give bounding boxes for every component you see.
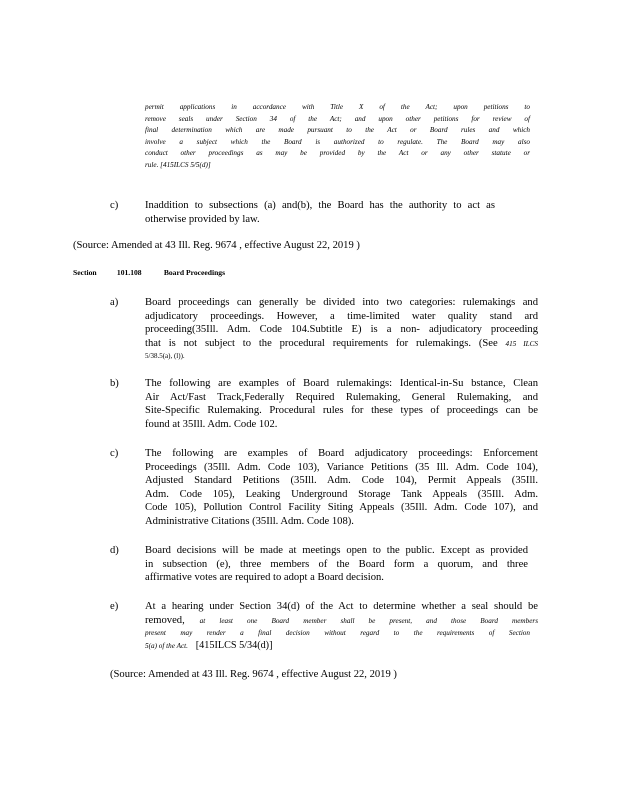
item-label: b) <box>110 378 119 389</box>
item-c-top-text <box>145 199 495 226</box>
item-label: c) <box>110 448 119 459</box>
paragraph-line <box>145 337 538 352</box>
source-note: (Source: Amended at 43 Ill. Reg. 9674 , effective August 22, 2019 ) <box>73 240 360 251</box>
intro-block <box>145 102 530 172</box>
section-heading <box>73 268 225 277</box>
item-label: d) <box>110 545 119 556</box>
source-note: (Source: Amended at 43 Ill. Reg. 9674 , effective August 22, 2019 ) <box>110 669 397 680</box>
paragraph-line-text: that is not subject to the procedural requirements for rulemakings. (See <box>145 337 498 349</box>
paragraph-line: adjudicatory proceedings. However, a time-limited water quality stand ard <box>145 310 538 322</box>
paragraph-line: Air Act/Fast Track,Federally Required Rulemaking, General Rulemaking, and <box>145 391 538 403</box>
italic-quote: at least one Board member shall be present, and those Board members <box>199 616 538 625</box>
item-a-text <box>145 296 538 362</box>
intro-line: permit applications in accordance with Title X of the Act; upon petitions to <box>145 103 530 111</box>
paragraph-line: otherwise provided by law. <box>145 213 260 225</box>
paragraph-line: Site-Specific Rulemaking. Procedural rules for these types of proceedings can be <box>145 405 538 417</box>
section-word: Section <box>73 268 97 277</box>
paragraph-line: proceeding(35Ill. Adm. Code 104.Subtitle E) is a non- adjudicatory proceeding <box>145 324 538 336</box>
item-d-text <box>145 544 528 585</box>
intro-line: remove seals under Section 34 of the Act; and upon other petitions for review of <box>145 114 530 123</box>
paragraph-line: The following are examples of Board rulemakings: Identical-in-Su bstance, Clean <box>145 378 538 389</box>
paragraph-line: The following are examples of Board adjudicatory proceedings: Enforcement <box>145 448 538 459</box>
italic-quote-line <box>145 640 530 653</box>
paragraph-line: Board decisions will be made at meetings open to the public. Except as provided <box>145 545 528 556</box>
paragraph-line: Inaddition to subsections (a) and(b), the Board has the authority to act as <box>145 200 495 211</box>
paragraph-line: Adjusted Standard Petitions (35Ill. Adm. Code 104), Permit Appeals (35Ill. <box>145 475 538 487</box>
paragraph-line: Adm. Code 105), Leaking Underground Storage Tank Appeals (35Ill. Adm. <box>145 488 538 500</box>
paragraph-line <box>145 351 538 362</box>
item-e-quote <box>145 628 530 652</box>
statute-cite: 415 ILCS <box>505 339 539 348</box>
intro-line: involve a subject which the Board is authorized to regulate. The Board may also <box>145 137 530 146</box>
paragraph-line: Administrative Citations (35Ill. Adm. Code 108). <box>145 515 354 527</box>
paragraph-line <box>145 614 538 629</box>
intro-last-line: rule. [415ILCS 5/5(d)] <box>145 160 211 169</box>
paragraph-line: affirmative votes are required to adopt a Board decision. <box>145 572 384 584</box>
item-label: c) <box>110 200 119 211</box>
intro-line: conduct other proceedings as may be provided by the Act or any other statute or <box>145 149 530 158</box>
intro-line: final determination which are made pursuant to the Act or Board rules and which <box>145 126 530 135</box>
item-b-text <box>145 377 538 431</box>
italic-quote-text: 5(a) of the Act. <box>145 641 188 650</box>
paragraph-line-text: removed, <box>145 614 185 626</box>
section-title: Board Proceedings <box>163 268 226 277</box>
section-number: 101.108 <box>116 268 142 277</box>
italic-quote-line: present may render a final decision without regard to the requirements of Section <box>145 629 530 637</box>
paragraph-line: Board proceedings can generally be divided into two categories: rulemakings and <box>145 297 538 308</box>
item-e-text <box>145 600 538 628</box>
paragraph-line: At a hearing under Section 34(d) of the Act to determine whether a seal should be <box>145 601 538 612</box>
statute-cite: [415ILCS 5/34(d)] <box>195 639 273 651</box>
item-c-text <box>145 447 538 529</box>
paragraph-line: Code 105), Pollution Control Facility Siting Appeals (35Ill. Adm. Code 107), and <box>145 502 538 514</box>
item-label: a) <box>110 297 119 308</box>
paragraph-line: in subsection (e), three members of the Board form a quorum, and three <box>145 558 528 570</box>
paragraph-line: Proceedings (35Ill. Adm. Code 103), Variance Petitions (35 Ill. Adm. Code 104), <box>145 461 538 473</box>
statute-cite: 5/38.5(a), (l)). <box>145 352 185 361</box>
paragraph-line: found at 35Ill. Adm. Code 102. <box>145 418 278 430</box>
item-label: e) <box>110 601 119 612</box>
intro-line <box>145 160 530 172</box>
